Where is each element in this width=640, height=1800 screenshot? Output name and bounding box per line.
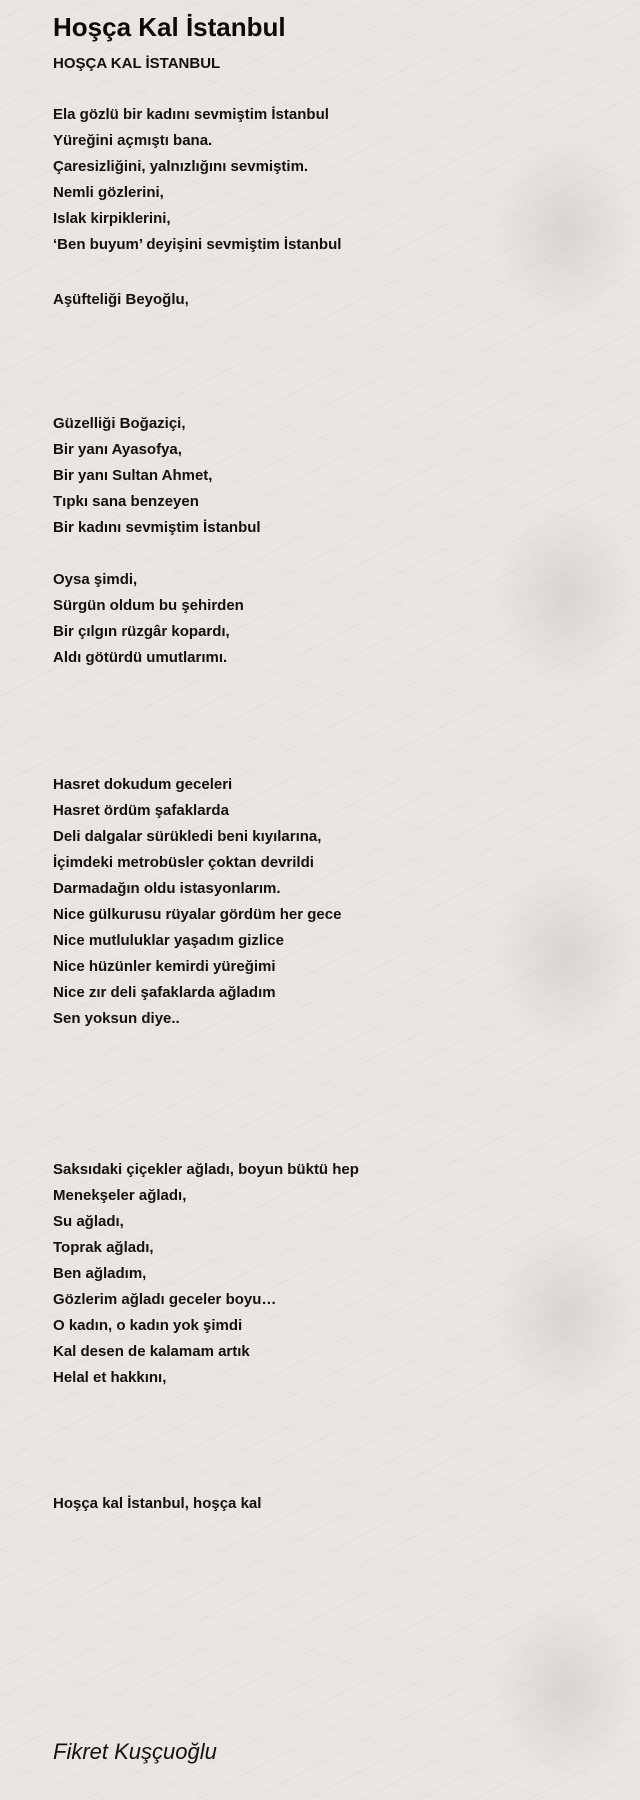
verse-line: Yüreğini açmıştı bana.: [53, 132, 213, 149]
verse-line: Toprak ağladı,: [53, 1239, 154, 1256]
stanza: [53, 1491, 261, 1517]
verse-line: Saksıdaki çiçekler ağladı, boyun büktü hep: [53, 1161, 359, 1178]
verse-line: Nice gülkurusu rüyalar gördüm her gece: [53, 906, 342, 923]
verse-line: Tıpkı sana benzeyen: [53, 493, 199, 510]
verse-line: Sürgün oldum bu şehirden: [53, 597, 244, 614]
verse-line: Aldı götürdü umutlarımı.: [53, 649, 228, 666]
stanza: [53, 411, 261, 541]
verse-line: Gözlerim ağladı geceler boyu…: [53, 1291, 277, 1308]
verse-line: Nice mutluluklar yaşadım gizlice: [53, 932, 284, 949]
verse-line: Hasret dokudum geceleri: [53, 776, 233, 793]
verse-line: Güzelliği Boğaziçi,: [53, 415, 186, 432]
verse-line: Kal desen de kalamam artık: [53, 1343, 250, 1360]
verse-line: ‘Ben buyum’ deyişini sevmiştim İstanbul: [53, 236, 342, 253]
verse-line: Ela gözlü bir kadını sevmiştim İstanbul: [53, 106, 329, 123]
verse-line: Bir çılgın rüzgâr kopardı,: [53, 623, 230, 640]
verse-line: Hasret ördüm şafaklarda: [53, 802, 229, 819]
verse-line: Helal et hakkını,: [53, 1369, 167, 1386]
stanza: [53, 102, 341, 258]
verse-line: O kadın, o kadın yok şimdi: [53, 1317, 243, 1334]
verse-line: Ben ağladım,: [53, 1265, 147, 1282]
verse-line: Aşüfteliği Beyoğlu,: [53, 291, 189, 308]
verse-line: Nice zır deli şafaklarda ağladım: [53, 984, 276, 1001]
verse-line: Oysa şimdi,: [53, 571, 138, 588]
verse-line: Su ağladı,: [53, 1213, 124, 1230]
verse-line: Darmadağın oldu istasyonlarım.: [53, 880, 281, 897]
verse-line: Deli dalgalar sürükledi beni kıyılarına,: [53, 828, 322, 845]
poem-subtitle: HOŞÇA KAL İSTANBUL: [53, 55, 221, 72]
stanza: [53, 772, 341, 1032]
verse-line: Hoşça kal İstanbul, hoşça kal: [53, 1495, 262, 1512]
verse-line: Bir yanı Sultan Ahmet,: [53, 467, 213, 484]
verse-line: Nemli gözlerini,: [53, 184, 164, 201]
poem-title: Hoşça Kal İstanbul: [53, 12, 286, 42]
verse-line: Islak kirpiklerini,: [53, 210, 171, 227]
author-name: Fikret Kuşçuoğlu: [53, 1739, 217, 1764]
verse-line: Nice hüzünler kemirdi yüreğimi: [53, 958, 276, 975]
verse-line: Çaresizliğini, yalnızlığını sevmiştim.: [53, 158, 309, 175]
verse-line: Menekşeler ağladı,: [53, 1187, 187, 1204]
verse-line: Sen yoksun diye..: [53, 1010, 180, 1027]
stanza: [53, 1157, 359, 1391]
verse-line: Bir yanı Ayasofya,: [53, 441, 182, 458]
stanza: [53, 567, 244, 671]
stanza: [53, 287, 189, 313]
verse-line: Bir kadını sevmiştim İstanbul: [53, 519, 261, 536]
verse-line: İçimdeki metrobüsler çoktan devrildi: [53, 854, 314, 871]
